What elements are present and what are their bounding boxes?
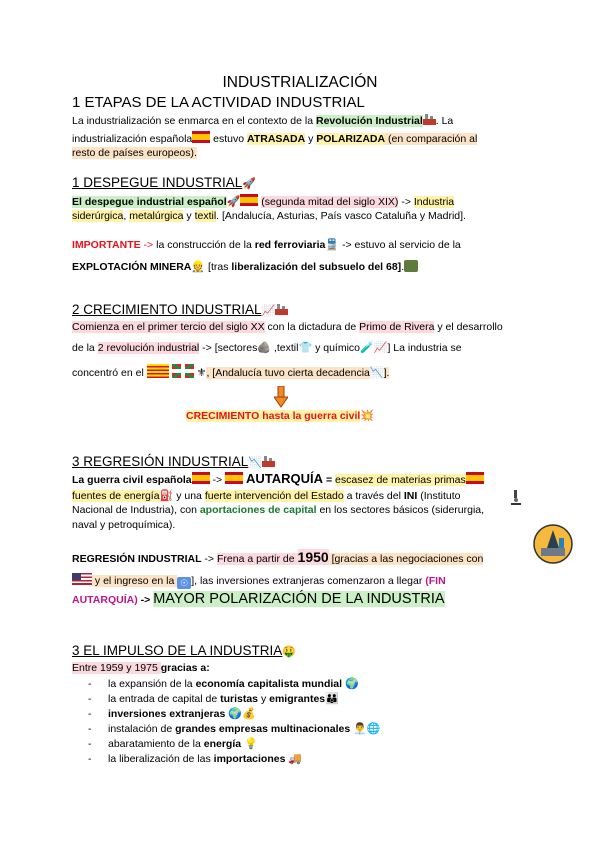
despegue-term: El despegue industrial español	[72, 196, 227, 208]
section2-line1	[72, 194, 454, 209]
businessman-icon: 👨‍💼	[353, 723, 367, 735]
text: ->	[209, 474, 226, 486]
text: [tras	[205, 261, 232, 273]
list-item-text	[108, 707, 256, 721]
text: (en comparación al	[385, 133, 478, 145]
text: hasta la guerra civil	[259, 410, 361, 422]
globe-icon: 🌍	[344, 678, 359, 690]
text: Primo de Rivera	[359, 321, 435, 333]
factory-icon	[275, 304, 288, 315]
miner-icon: 👷	[191, 261, 206, 273]
spain-flag-icon	[240, 194, 258, 206]
text: economía capitalista mundial	[195, 678, 343, 690]
family-icon: 👪	[325, 693, 339, 705]
text: red ferroviaria	[254, 239, 326, 251]
section4-line2	[72, 489, 460, 503]
polarizada-term: POLARIZADA	[316, 133, 386, 145]
text: aportaciones de capital	[199, 504, 317, 516]
text: inversiones extranjeras	[108, 708, 226, 720]
text: liberalización del subsuelo del 68]	[231, 261, 402, 273]
text: gracias a:	[160, 662, 210, 674]
globe-icon: 🌍	[228, 708, 242, 720]
basque-flag-icon	[172, 364, 194, 378]
text: ->	[140, 239, 157, 251]
section4-heading	[72, 453, 275, 470]
text: importaciones	[213, 753, 286, 765]
bullet-dash: -	[88, 693, 92, 705]
text: Entre 1959 y 1975	[72, 662, 161, 674]
heading-text: 3 REGRESIÓN INDUSTRIAL	[72, 454, 249, 469]
chart-decreasing-icon: 📉	[248, 457, 262, 469]
text: ,textil	[271, 342, 299, 354]
text: . La	[435, 115, 454, 127]
text: concentró en el	[72, 367, 147, 379]
factory-icon	[423, 114, 436, 125]
text: escasez de materias primas	[335, 474, 466, 486]
text: ->	[137, 594, 154, 606]
bullet-dash: -	[88, 708, 92, 720]
section2-line4	[72, 260, 418, 274]
text: con la dictadura de	[264, 321, 360, 333]
text: .	[401, 261, 405, 273]
year-1950: 1950	[297, 549, 329, 565]
text: EXPLOTACIÓN MINERA	[72, 261, 192, 273]
text: ->	[398, 196, 414, 208]
section1-line1	[72, 114, 453, 128]
money-bag-icon: 💰	[241, 708, 256, 720]
section4-line5	[72, 550, 483, 566]
text: la construcción de la	[156, 239, 255, 251]
list-item-text	[108, 677, 359, 691]
list-item-text	[108, 752, 302, 766]
catalonia-flag-icon	[147, 364, 169, 378]
list-item-text	[108, 722, 381, 736]
text: ], las inversiones extranjeras comenzaron a llegar	[191, 575, 426, 587]
bullet-dash: -	[88, 678, 92, 690]
bullet-dash: -	[88, 753, 92, 765]
text: y	[258, 693, 270, 705]
text: Frena a partir de	[216, 553, 298, 565]
text: La industrialización se enmarca en el contexto de la	[72, 115, 316, 127]
truck-icon: 🚚	[288, 753, 303, 765]
coal-icon: 🪨	[257, 342, 272, 354]
spain-flag-icon	[466, 472, 484, 484]
text: la expansión de la	[108, 678, 196, 690]
globe-icon: 🌐	[366, 723, 381, 735]
text: y químico	[312, 342, 361, 354]
microscope-icon	[509, 489, 523, 510]
section3-line2	[72, 341, 462, 355]
heading-text: 1 DESPEGUE INDUSTRIAL	[72, 175, 243, 190]
usa-flag-icon	[72, 573, 92, 585]
text: Nacional de Industria), con	[72, 504, 200, 516]
text: Industria	[413, 196, 455, 208]
text: CRECIMIENTO	[186, 410, 260, 422]
importante-label: IMPORTANTE	[72, 239, 141, 251]
section4-line4	[72, 518, 175, 532]
text: energía	[203, 738, 242, 750]
madrid-crest-icon: ⚜	[196, 367, 207, 379]
revolucion-industrial-term: Revolución Industrial	[315, 115, 423, 127]
train-icon: 🚆	[325, 239, 340, 251]
text: metalúrgica	[129, 210, 184, 222]
text: naval y petroquímica).	[72, 519, 176, 531]
rocket-icon: 🚀	[226, 196, 241, 208]
money-face-icon: 🤑	[282, 646, 297, 658]
text: =	[323, 474, 336, 486]
text: -> [sectores	[199, 342, 258, 354]
section1-line2	[72, 131, 477, 146]
text: siderurgia	[435, 504, 482, 516]
text: en los sectores básicos (	[316, 504, 436, 516]
text: turistas	[220, 693, 259, 705]
oil-tower-icon	[533, 524, 573, 569]
chart-increasing-icon: 📈	[261, 305, 276, 317]
un-logo-icon: ☉	[177, 577, 191, 589]
page-title: INDUSTRIALIZACIÓN	[222, 74, 378, 91]
text: 2 revolución industrial	[97, 342, 200, 354]
heading-text: 2 CRECIMIENTO INDUSTRIAL	[72, 302, 262, 317]
spain-flag-icon	[192, 131, 210, 143]
heading-text: 3 EL IMPULSO DE LA INDUSTRIA	[72, 643, 283, 658]
text: y	[305, 133, 317, 145]
text: La guerra civil española	[72, 474, 192, 486]
text: . [Andalucía, Asturias, País vasco Cataluña y Madrid].	[216, 210, 466, 222]
text: emigrantes	[269, 693, 326, 705]
factory-icon	[262, 456, 275, 467]
text: fuentes de energía	[72, 490, 160, 502]
text: la entrada de capital de	[108, 693, 221, 705]
text: siderúrgica	[72, 210, 124, 222]
list-item-text	[108, 692, 339, 706]
text: AUTARQUÍA)	[72, 594, 138, 606]
light-bulb-icon: 💡	[244, 738, 258, 750]
shirt-icon: 👕	[298, 342, 313, 354]
text: Comienza en el primer tercio del siglo XX	[72, 321, 265, 333]
autarquia-term: AUTARQUÍA	[246, 471, 324, 486]
test-tube-icon: 🧪	[360, 342, 374, 354]
text: y el desarrollo	[434, 321, 503, 333]
text: INI	[403, 490, 418, 502]
text: de la	[72, 342, 98, 354]
section2-line2	[72, 209, 466, 223]
section5-heading	[72, 642, 296, 659]
section2-line3	[72, 238, 461, 252]
text: , [Andalucía tuvo cierta decadencia	[206, 367, 370, 379]
text: [gracias a las negociaciones con	[328, 553, 484, 565]
explosion-icon: 💥	[360, 410, 374, 422]
text: abaratamiento de la	[108, 738, 204, 750]
list-item-text	[108, 737, 258, 751]
ore-block-icon	[404, 260, 418, 272]
text: y el ingreso en la	[92, 575, 178, 587]
section5-intro	[72, 661, 210, 675]
crecimiento-callout	[186, 409, 374, 423]
section3-heading	[72, 301, 288, 318]
section1-line3	[72, 146, 197, 160]
rocket-icon: 🚀	[242, 178, 256, 190]
text: industrialización española	[72, 133, 193, 145]
bullet-dash: -	[88, 723, 92, 735]
section4-line3	[72, 503, 484, 517]
section3-line3	[72, 364, 389, 380]
text: ] La industria se	[387, 342, 462, 354]
spain-flag-icon	[225, 472, 243, 484]
text: fuerte intervención del Estado	[204, 490, 344, 502]
text: ].	[383, 367, 390, 379]
text: (FIN	[425, 575, 446, 587]
text: a través del	[343, 490, 404, 502]
spain-flag-icon	[192, 472, 210, 484]
atrasada-term: ATRASADA	[247, 133, 306, 145]
text: y	[183, 210, 195, 222]
text: estuvo	[210, 133, 248, 145]
text: instalación de	[108, 723, 176, 735]
text: ->	[201, 553, 217, 565]
section2-heading	[72, 174, 256, 191]
mayor-polarizacion-term: MAYOR POLARIZACIÓN DE LA INDUSTRIA	[153, 591, 445, 607]
text: resto de países europeos).	[72, 147, 197, 159]
text: REGRESIÓN INDUSTRIAL	[72, 553, 202, 565]
section1-heading: 1 ETAPAS DE LA ACTIVIDAD INDUSTRIAL	[72, 94, 365, 111]
text: (segunda mitad del siglo XIX)	[261, 196, 399, 208]
section4-line1	[72, 472, 484, 487]
section4-line6	[72, 573, 446, 589]
text: textil	[194, 210, 217, 222]
text: ,	[123, 210, 130, 222]
section3-line1	[72, 320, 503, 334]
section4-line7	[72, 592, 445, 607]
text: grandes empresas multinacionales	[175, 723, 351, 735]
chart-increasing-icon: 📈	[373, 342, 388, 354]
fuel-icon: ⛽	[159, 490, 174, 502]
chart-decreasing-icon: 📉	[369, 367, 384, 379]
text: -> estuvo al servicio de la	[339, 239, 461, 251]
text: la liberalización de las	[108, 753, 214, 765]
text: (Instituto	[417, 490, 461, 502]
text: ,	[481, 504, 485, 516]
bullet-dash: -	[88, 738, 92, 750]
text: y una	[173, 490, 205, 502]
